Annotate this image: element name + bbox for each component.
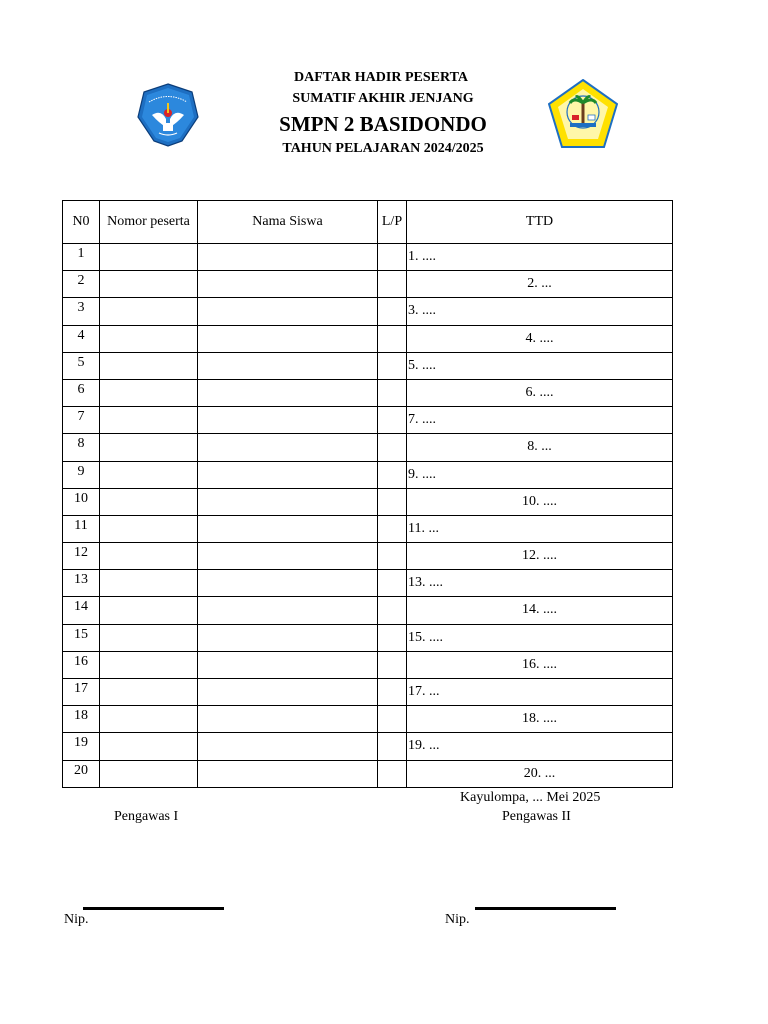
row-number: 9 [63,461,100,488]
lp-cell [378,352,407,379]
signature-entry: 9. .... [408,466,436,482]
lp-cell [378,706,407,733]
supervisor-1-label: Pengawas I [114,809,179,824]
signature-entry: 12. .... [522,548,557,564]
signature-entry: 16. .... [522,656,557,672]
signature-entry: 11. ... [408,520,439,536]
nomor-peserta-cell [100,461,198,488]
nomor-peserta-cell [100,570,198,597]
lp-cell [378,515,407,542]
signature-entry: 1. .... [408,249,436,264]
table-row [63,679,673,706]
table-row [63,733,673,760]
table-row [63,271,673,298]
row-number: 7 [63,407,100,434]
nama-siswa-cell [198,597,378,624]
table-row [63,651,673,678]
row-number: 3 [63,298,100,325]
nama-siswa-cell [198,679,378,706]
nomor-peserta-cell [100,244,198,271]
lp-cell [378,624,407,651]
signature-entry: 4. .... [525,330,554,346]
signature-cell [407,515,673,542]
signature-cell [407,271,673,298]
row-number: 6 [63,379,100,406]
nomor-peserta-cell [100,651,198,678]
table-row [63,298,673,325]
col-header-nama-siswa: Nama Siswa [198,201,378,244]
signature-cell [407,298,673,325]
signature-entry: 20. ... [523,765,556,781]
lp-cell [378,407,407,434]
row-number: 10 [63,488,100,515]
signature-cell [407,706,673,733]
lp-cell [378,298,407,325]
table-row [63,515,673,542]
signature-cell [407,434,673,461]
row-number: 11 [63,515,100,542]
col-header-no: N0 [63,201,100,244]
table-row [63,543,673,570]
nama-siswa-cell [198,461,378,488]
tut-wuri-handayani-logo [137,83,199,147]
lp-cell [378,244,407,271]
signature-entry: 6. .... [525,384,554,400]
signature-cell [407,760,673,787]
lp-cell [378,570,407,597]
nomor-peserta-cell [100,271,198,298]
nip-label-1: Nip. [64,912,89,927]
row-number: 20 [63,760,100,787]
nomor-peserta-cell [100,407,198,434]
signature-cell [407,543,673,570]
nip-label-2: Nip. [445,912,470,927]
lp-cell [378,597,407,624]
nomor-peserta-cell [100,679,198,706]
row-number: 17 [63,679,100,706]
lp-cell [378,488,407,515]
table-row [63,760,673,787]
signature-entry: 10. .... [522,493,557,509]
signature-cell [407,379,673,406]
table-row [63,434,673,461]
table-row [63,352,673,379]
nama-siswa-cell [198,624,378,651]
table-row [63,488,673,515]
signature-cell [407,624,673,651]
signature-entry: 18. .... [522,711,557,727]
nomor-peserta-cell [100,298,198,325]
nomor-peserta-cell [100,434,198,461]
nama-siswa-cell [198,488,378,515]
signature-entry: 5. .... [408,357,436,373]
signature-entry: 2. ... [527,276,552,292]
lp-cell [378,461,407,488]
signature-cell [407,244,673,271]
nama-siswa-cell [198,543,378,570]
signature-cell [407,597,673,624]
signature-cell [407,407,673,434]
nomor-peserta-cell [100,597,198,624]
doc-title-line2: SUMATIF AKHIR JENJANG [292,91,474,106]
lp-cell [378,543,407,570]
school-name: SMPN 2 BASIDONDO [279,112,487,136]
table-row [63,706,673,733]
lp-cell [378,325,407,352]
signature-cell [407,679,673,706]
signature-entry: 7. .... [408,412,436,428]
row-number: 18 [63,706,100,733]
signature-cell [407,651,673,678]
signature-line-1 [83,907,224,910]
place-date: Kayulompa, ... Mei 2025 [460,790,601,805]
table-row [63,379,673,406]
nama-siswa-cell [198,325,378,352]
signature-entry: 13. .... [408,575,443,591]
supervisor-2-label: Pengawas II [502,809,571,824]
table-row [63,407,673,434]
nama-siswa-cell [198,706,378,733]
row-number: 12 [63,543,100,570]
nomor-peserta-cell [100,624,198,651]
signature-line-2 [475,907,616,910]
row-number: 13 [63,570,100,597]
row-number: 4 [63,325,100,352]
row-number: 16 [63,651,100,678]
signature-cell [407,461,673,488]
nama-siswa-cell [198,271,378,298]
nama-siswa-cell [198,651,378,678]
nomor-peserta-cell [100,515,198,542]
row-number: 19 [63,733,100,760]
signature-entry: 17. ... [408,684,440,699]
nama-siswa-cell [198,434,378,461]
row-number: 8 [63,434,100,461]
nama-siswa-cell [198,760,378,787]
table-row [63,624,673,651]
lp-cell [378,733,407,760]
nomor-peserta-cell [100,760,198,787]
doc-title-line1: DAFTAR HADIR PESERTA [293,70,468,85]
signature-entry: 15. .... [408,629,443,645]
table-header-row [63,201,673,244]
nama-siswa-cell [198,407,378,434]
signature-entry: 19. ... [408,738,440,754]
row-number: 2 [63,271,100,298]
nomor-peserta-cell [100,352,198,379]
lp-cell [378,434,407,461]
signature-entry: 3. .... [408,303,436,319]
nama-siswa-cell [198,570,378,597]
lp-cell [378,651,407,678]
signature-entry: 8. ... [527,439,552,455]
table-row [63,244,673,271]
signature-cell [407,570,673,597]
attendance-table [62,200,673,788]
row-number: 5 [63,352,100,379]
lp-cell [378,271,407,298]
nama-siswa-cell [198,298,378,325]
nomor-peserta-cell [100,488,198,515]
table-row [63,325,673,352]
nama-siswa-cell [198,379,378,406]
table-row [63,461,673,488]
lp-cell [378,760,407,787]
academic-year: TAHUN PELAJARAN 2024/2025 [282,141,484,156]
nomor-peserta-cell [100,706,198,733]
col-header-ttd: TTD [407,201,673,244]
signature-cell [407,488,673,515]
lp-cell [378,379,407,406]
nama-siswa-cell [198,352,378,379]
nomor-peserta-cell [100,733,198,760]
nomor-peserta-cell [100,379,198,406]
row-number: 15 [63,624,100,651]
nama-siswa-cell [198,244,378,271]
row-number: 14 [63,597,100,624]
nama-siswa-cell [198,515,378,542]
signature-cell [407,733,673,760]
col-header-lp: L/P [378,201,407,244]
row-number: 1 [63,244,100,271]
table-row [63,597,673,624]
nomor-peserta-cell [100,325,198,352]
signature-cell [407,352,673,379]
signature-cell [407,325,673,352]
nomor-peserta-cell [100,543,198,570]
school-emblem-logo [548,79,618,149]
table-row [63,570,673,597]
nama-siswa-cell [198,733,378,760]
col-header-nomor-peserta: Nomor peserta [100,201,198,244]
signature-entry: 14. .... [522,602,557,618]
lp-cell [378,679,407,706]
